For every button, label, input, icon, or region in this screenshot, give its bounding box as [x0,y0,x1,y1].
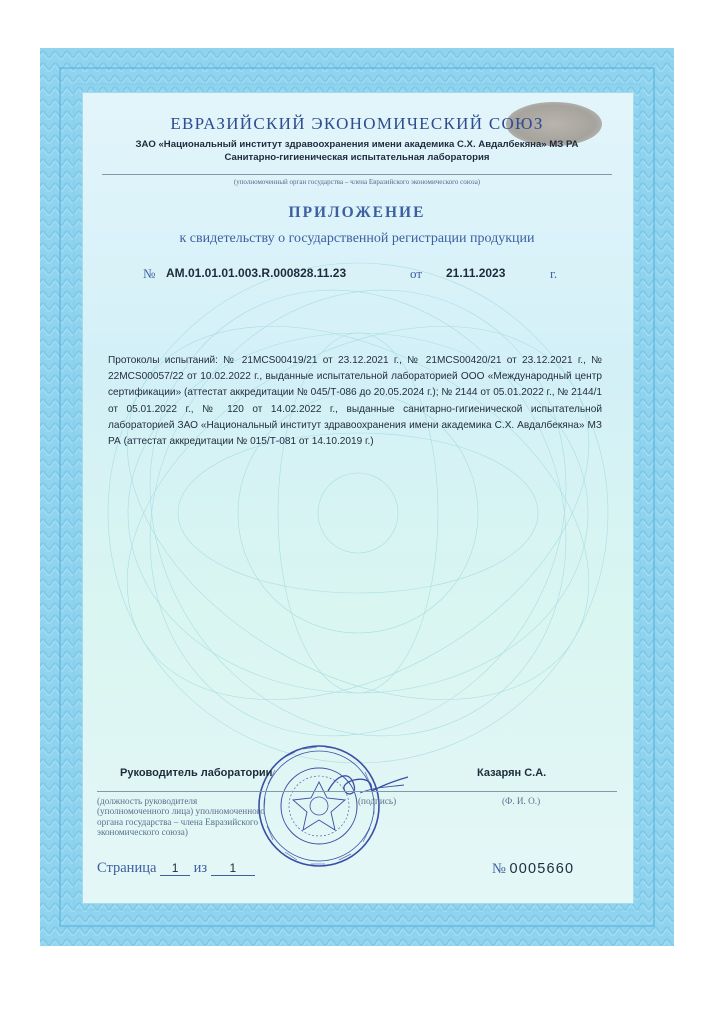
registration-number: AM.01.01.01.003.R.000828.11.23 [166,266,347,280]
position-caption-line: (уполномоченного лица) уполномоченного [97,806,265,817]
page-current: 1 [160,861,190,876]
registration-number-sign: № [143,266,156,281]
of-label: из [193,860,208,876]
header-divider [102,174,612,175]
signature-line [97,791,617,792]
position-caption-line: органа государства – члена Евразийского [97,816,259,827]
certificate-sheet [40,48,674,946]
appendix-subheading: к свидетельству о государственной регистрации продукции [179,231,535,246]
protocols-text: Протоколы испытаний: № 21MCS00419/21 от 23.12.2021 г., № 21MCS00420/21 от 23.12.2021 г., № 22MCS00057/22 от 10.02.2022 г., выданные испытательной лабораторией ООО «Международный центр сертификации» (аттестат аккредитации № 045/Т-086 до 20.05.2024 г.); № 2144 от 05.01.2022 г., № 2144/1 от 05.01.2022 г., № 120 от 14.02.2022 г., выданные санитарно-гигиенической испытательной лабораторией ЗАО «Национальный институт здравоохранения имени академика С.Х. Авдалбекяна» МЗ РА (аттестат аккредитации № 015/Т-081 от 14.10.2019 г.) [108,355,602,448]
date-from-word: от [410,266,423,281]
registration-date: 21.11.2023 [446,266,506,280]
serial-number: 0005660 [509,861,575,877]
laboratory-name: Санитарно-гигиеническая испытательная лаборатория [224,152,490,163]
position-caption-line: (должность руководителя [97,796,198,806]
page-counter [97,860,255,877]
head-title: Руководитель лаборатории [120,767,273,779]
serial-sign: № [492,861,506,877]
head-name: Казарян С.А. [477,767,547,779]
position-caption [97,796,297,838]
institute-name: ЗАО «Национальный институт здравоохранения имени академика С.Х. Авдалбекяна» МЗ РА [135,139,579,150]
position-caption-line: экономического союза) [97,827,188,838]
year-suffix: г. [550,266,558,281]
page-total: 1 [211,861,255,876]
union-title: ЕВРАЗИЙСКИЙ ЭКОНОМИЧЕСКИЙ СОЮЗ [170,114,544,133]
page-label: Страница [97,860,157,876]
serial-block [492,861,574,878]
authority-caption: (уполномоченный орган государства – члена Евразийского экономического союза) [233,178,481,186]
name-caption: (Ф. И. О.) [502,796,541,806]
signature-caption: (подпись) [358,796,397,806]
appendix-heading: ПРИЛОЖЕНИЕ [288,204,426,221]
